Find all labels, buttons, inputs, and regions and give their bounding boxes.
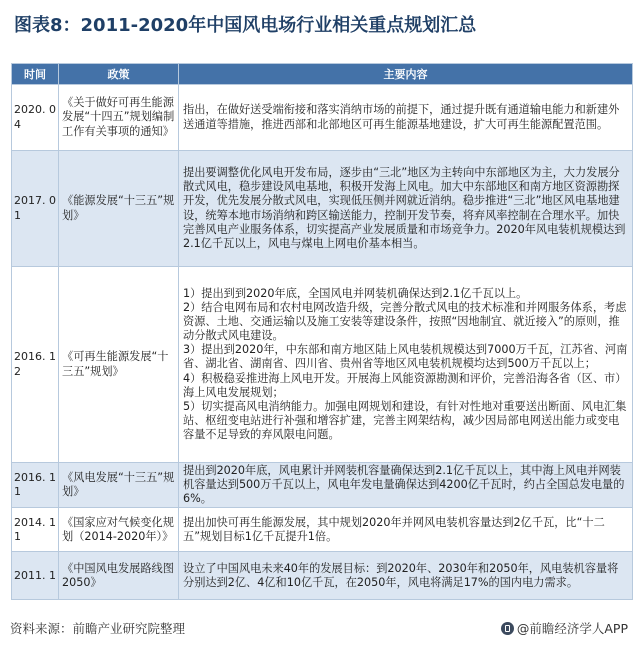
row-policy: 《能源发展“十三五”规划》 — [59, 151, 179, 267]
table-row — [12, 552, 633, 600]
content-item-2: 2）结合电网布局和农村电网改造升级，完善分散式风电的技术标准和并网服务体系，考虑资源、土地、交通运输以及施工安装等建设条件，按照“因地制宜、就近接入”的原则，推动分散式风电建设。 — [183, 301, 627, 343]
table-row — [12, 508, 633, 552]
brand-credit — [501, 618, 628, 640]
row-time: 2017. 01 — [12, 151, 59, 267]
footer — [10, 618, 628, 640]
content-paragraph: 提出到2020年底，风电累计并网装机容量确保达到2.1亿千瓦以上，其中海上风电并网装机容量达到500万千瓦以上，风电年发电量确保达到4200亿千瓦时，约占全国总发电量的6%。 — [183, 464, 625, 506]
row-policy: 《风电发展“十三五”规划》 — [59, 463, 179, 508]
row-content — [179, 552, 633, 600]
table-row — [12, 85, 633, 151]
row-content — [179, 267, 633, 463]
page-title: 图表8：2011-2020年中国风电场行业相关重点规划汇总 — [14, 15, 477, 36]
content-item-3: 3）提出到2020年，中东部和南方地区陆上风电装机规模达到7000万千瓦，江苏省、河南省、湖北省、湖南省、四川省、贵州省等地区风电装机规模均达到500万千瓦以上； — [183, 343, 628, 371]
row-policy: 《国家应对气候变化规划（2014-2020年）》 — [59, 508, 179, 552]
row-time: 2016. 12 — [12, 267, 59, 463]
row-time: 2014. 11 — [12, 508, 59, 552]
content-item-4: 4）积极稳妥推进海上风电开发。开展海上风能资源勘测和评价，完善沿海各省（区、市）海上风电发展规划； — [183, 371, 627, 399]
row-time: 2011. 1 — [12, 552, 59, 600]
header-content: 主要内容 — [179, 64, 633, 85]
policy-table — [11, 63, 633, 600]
content-paragraph: 设立了中国风电未来40年的发展目标：到2020年、2030年和2050年，风电装机容量将分别达到2亿、4亿和10亿千瓦，在2050年，风电将满足17%的国内电力需求。 — [183, 561, 619, 589]
table-row — [12, 463, 633, 508]
table-header-row — [12, 64, 633, 85]
source-note: 资料来源：前瞻产业研究院整理 — [10, 621, 186, 636]
row-policy: 《中国风电发展路线图2050》 — [59, 552, 179, 600]
row-policy: 《关于做好可再生能源发展“十四五”规划编制工作有关事项的通知》 — [59, 85, 179, 151]
row-content — [179, 463, 633, 508]
row-content — [179, 85, 633, 151]
row-time: 2020. 04 — [12, 85, 59, 151]
row-policy: 《可再生能源发展“十三五”规划》 — [59, 267, 179, 463]
row-content — [179, 151, 633, 267]
row-content — [179, 508, 633, 552]
brand-logo-icon — [501, 622, 514, 635]
content-item-5: 5）切实提高风电消纳能力。加强电网规划和建设，有针对性地对重要送出断面、风电汇集站、枢纽变电站进行补强和增容扩建，完善主网架结构，减少因局部电网送出能力或变电容量不足导致的弃风限电问题。 — [183, 399, 627, 441]
content-paragraph: 提出要调整优化风电开发布局，逐步由“三北”地区为主转向中东部地区为主，大力发展分散式风电，稳步建设风电基地，积极开发海上风电。加大中东部地区和南方地区资源勘探开发，优先发展分散式风电，实现低压侧并网就近消纳。稳步推进“三北”地区风电基地建设，统筹本地市场消纳和跨区输送能力，控制开发节奏，将弃风率控制在合理水平。加快完善风电产业服务体系，切实提高产业发展质量和市场竞争力。2020年风电装机规模达到2.1亿千瓦以上，风电与煤电上网电价基本相当。 — [183, 166, 626, 250]
header-time: 时间 — [12, 64, 59, 85]
table-row — [12, 267, 633, 463]
content-paragraph: 提出加快可再生能源发展，其中规划2020年并网风电装机容量达到2亿千瓦，比“十二五”规划目标1亿千瓦提升1倍。 — [183, 515, 605, 543]
content-paragraph: 指出，在做好送受端衔接和落实消纳市场的前提下，通过提升既有通道输电能力和新建外送通道等措施，推进西部和北部地区可再生能源基地建设，扩大可再生能源配置范围。 — [183, 103, 620, 131]
content-item-1: 1）提出到到2020年底，全国风电并网装机确保达到2.1亿千瓦以上。 — [183, 286, 528, 300]
header-policy: 政策 — [59, 64, 179, 85]
row-time: 2016. 11 — [12, 463, 59, 508]
table-row — [12, 151, 633, 267]
brand-label: @前瞻经济学人APP — [516, 621, 628, 636]
